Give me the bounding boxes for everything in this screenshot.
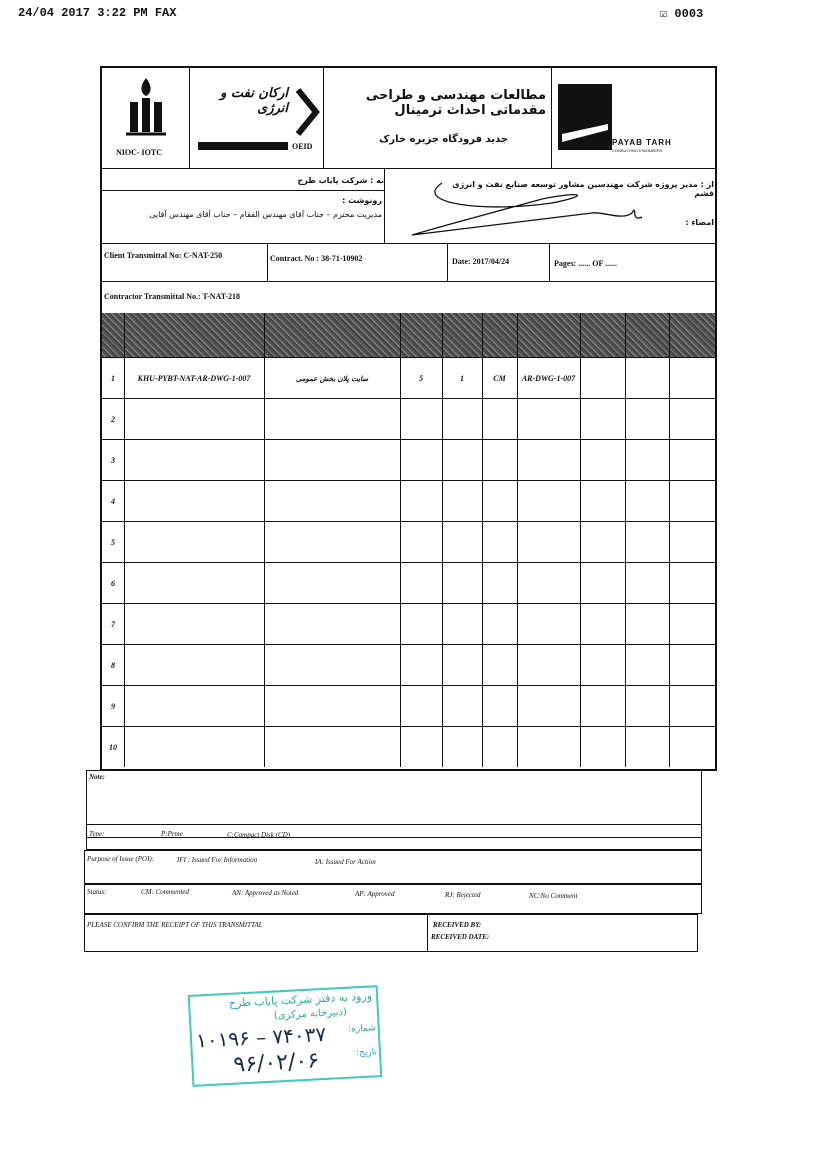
col-copies	[442, 563, 482, 604]
type-c: C:Compact Disk (CD)	[227, 831, 290, 839]
col-qty	[400, 522, 442, 563]
col-status	[482, 686, 517, 727]
status-rj: RJ: Rejected	[445, 891, 481, 899]
note-label: Note:	[89, 773, 105, 781]
payab-sub: CONSULTING ENGINEERS	[612, 148, 663, 153]
col-copies	[442, 440, 482, 481]
doc-title	[264, 727, 400, 768]
fax-header-left: 24/04 2017 3:22 PM FAX	[18, 6, 177, 20]
doc-title	[264, 440, 400, 481]
purpose-label: Purpose of Issue (POI):	[87, 855, 155, 863]
col-qty	[400, 604, 442, 645]
nioc-logo-icon	[124, 76, 168, 138]
table-row	[102, 685, 715, 727]
col-qty	[400, 727, 442, 768]
col-ref: AR-DWG-1-007	[521, 374, 576, 383]
cc-line: مدیریت محترم – جناب آقای مهندس الفقام – جناب آقای مهندس آقایی	[149, 210, 382, 219]
signature-label: امضاء :	[685, 218, 714, 227]
fax-header-right: ☑ 0003	[660, 7, 704, 21]
col-ref	[517, 727, 580, 768]
col-qty	[400, 399, 442, 440]
purpose-ifi: IFI : Issued For Information	[177, 856, 258, 864]
doc-number	[124, 399, 264, 440]
cc-label: رونوشت :	[342, 196, 382, 205]
col-status	[482, 522, 517, 563]
col-ref	[517, 645, 580, 686]
transmittal-form	[100, 66, 717, 771]
col-copies	[442, 522, 482, 563]
doc-title	[264, 399, 400, 440]
doc-title	[264, 563, 400, 604]
table-row	[102, 603, 715, 645]
col-status	[482, 645, 517, 686]
to-line: به : شرکت پایاب طرح	[297, 176, 384, 185]
oeid-logo-icon	[294, 86, 320, 138]
payab-logo-cell	[552, 68, 715, 168]
doc-number	[124, 686, 264, 727]
doc-number	[124, 727, 264, 768]
status-cm: CM: Commented	[141, 888, 190, 896]
row-number: 2	[111, 415, 115, 424]
table-row	[102, 357, 715, 399]
payab-logo-icon	[558, 84, 612, 150]
doc-title	[264, 686, 400, 727]
col-status	[482, 604, 517, 645]
confirm-row	[84, 914, 698, 952]
transmittal-date: Date: 2017/04/24	[452, 257, 510, 266]
row-number: 8	[111, 661, 115, 670]
col-copies	[442, 645, 482, 686]
logo2-caption: OEID	[292, 142, 313, 151]
col-ref	[517, 563, 580, 604]
table-row	[102, 521, 715, 563]
nioc-logo-cell	[102, 68, 190, 168]
col-status	[482, 563, 517, 604]
handwritten-signature	[392, 173, 652, 243]
from-line: از : مدیر پروژه شرکت مهندسین مشاور توسعه صنایع نفت و انرژی قشم	[452, 180, 714, 198]
doc-number	[124, 481, 264, 522]
row-number: 1	[111, 374, 115, 383]
col-qty	[400, 645, 442, 686]
col-qty	[400, 563, 442, 604]
payab-name: PAYAB TARH	[612, 138, 672, 147]
col-status	[482, 481, 517, 522]
col-ref	[517, 481, 580, 522]
receipt-stamp	[188, 985, 383, 1087]
row-number: 9	[111, 702, 115, 711]
type-row	[86, 824, 702, 850]
received-by: RECEIVED BY:	[433, 921, 482, 929]
row-number: 5	[111, 538, 115, 547]
pages-field: Pages: ...... OF ......	[554, 259, 618, 268]
contract-number: Contract. No : 38-71-10902	[270, 254, 363, 263]
col-qty	[400, 686, 442, 727]
status-an: AN: Approved as Noted	[232, 889, 299, 897]
stamp-number-label: شماره:	[347, 1023, 376, 1035]
col-qty	[400, 481, 442, 522]
col-copies	[442, 604, 482, 645]
oeid-logo-cell	[190, 68, 324, 168]
type-p: P:Prme	[161, 830, 183, 838]
column-header-band	[102, 313, 715, 357]
table-row	[102, 562, 715, 604]
received-date: RECEIVED DATE:	[431, 933, 490, 941]
table-row	[102, 480, 715, 522]
contractor-transmittal: Contractor Transmittal No.: T-NAT-218	[104, 292, 240, 301]
status-row	[84, 884, 702, 914]
doc-title	[264, 522, 400, 563]
status-nc: NC:No Comment	[529, 892, 578, 900]
col-status	[482, 727, 517, 768]
row-number: 3	[111, 456, 115, 465]
client-transmittal: Client Transmittal No: C-NAT-250	[104, 251, 223, 260]
col-status	[482, 399, 517, 440]
col-ref	[517, 399, 580, 440]
doc-title	[264, 645, 400, 686]
col-qty: 5	[419, 374, 423, 383]
doc-number	[124, 604, 264, 645]
table-row	[102, 726, 715, 768]
purpose-row	[84, 850, 702, 884]
col-copies: 1	[460, 374, 464, 383]
stamp-date-label: تاریخ:	[355, 1047, 378, 1059]
purpose-ia: IA: Issued For Action	[315, 858, 376, 866]
table-row	[102, 644, 715, 686]
col-copies	[442, 481, 482, 522]
stamp-number: ۱۰۱۹۶ – ۷۴۰۳۷	[195, 1021, 327, 1053]
stamp-line2: (دبیرخانه مرکزی)	[273, 1006, 348, 1022]
project-title-cell	[324, 68, 552, 168]
doc-number: KHU-PYBT-NAT-AR-DWG-1-007	[137, 374, 251, 383]
project-title: مطالعات مهندسی و طراحی مقدماتی احداث ترمینال	[365, 88, 546, 118]
doc-number	[124, 522, 264, 563]
doc-number	[124, 645, 264, 686]
row-number: 4	[111, 497, 115, 506]
doc-number	[124, 563, 264, 604]
oeid-bar	[198, 142, 288, 150]
status-ap: AP: Approved	[355, 890, 395, 898]
col-qty	[400, 440, 442, 481]
col-ref	[517, 440, 580, 481]
table-row	[102, 398, 715, 440]
col-status	[482, 440, 517, 481]
col-status: CM	[493, 374, 506, 383]
logo1-caption: NIOC- IOTC	[116, 148, 163, 157]
stamp-line1: ورود به دفتر شرکت پایاب طرح	[228, 989, 373, 1010]
col-ref	[517, 522, 580, 563]
status-label: Status:	[87, 888, 107, 896]
project-subtitle: جدید فرودگاه جزیره خارک	[379, 134, 508, 145]
doc-title: سایت پلان بخش عمومی	[295, 374, 369, 383]
confirm-text: PLEASE CONFIRM THE RECEIPT OF THIS TRANSMITTAL	[87, 921, 263, 929]
row-number: 10	[109, 743, 117, 752]
col-copies	[442, 399, 482, 440]
type-label: Type:	[89, 830, 105, 838]
doc-title	[264, 604, 400, 645]
row-number: 7	[111, 620, 115, 629]
col-copies	[442, 727, 482, 768]
doc-title	[264, 481, 400, 522]
oeid-logo-script: ارکان نفت و انرژی	[220, 86, 288, 116]
stamp-date: ۹۶/۰۲/۰۶	[232, 1048, 320, 1078]
document-table	[102, 357, 715, 767]
col-ref	[517, 604, 580, 645]
table-row	[102, 439, 715, 481]
doc-number	[124, 440, 264, 481]
col-ref	[517, 686, 580, 727]
row-number: 6	[111, 579, 115, 588]
col-copies	[442, 686, 482, 727]
